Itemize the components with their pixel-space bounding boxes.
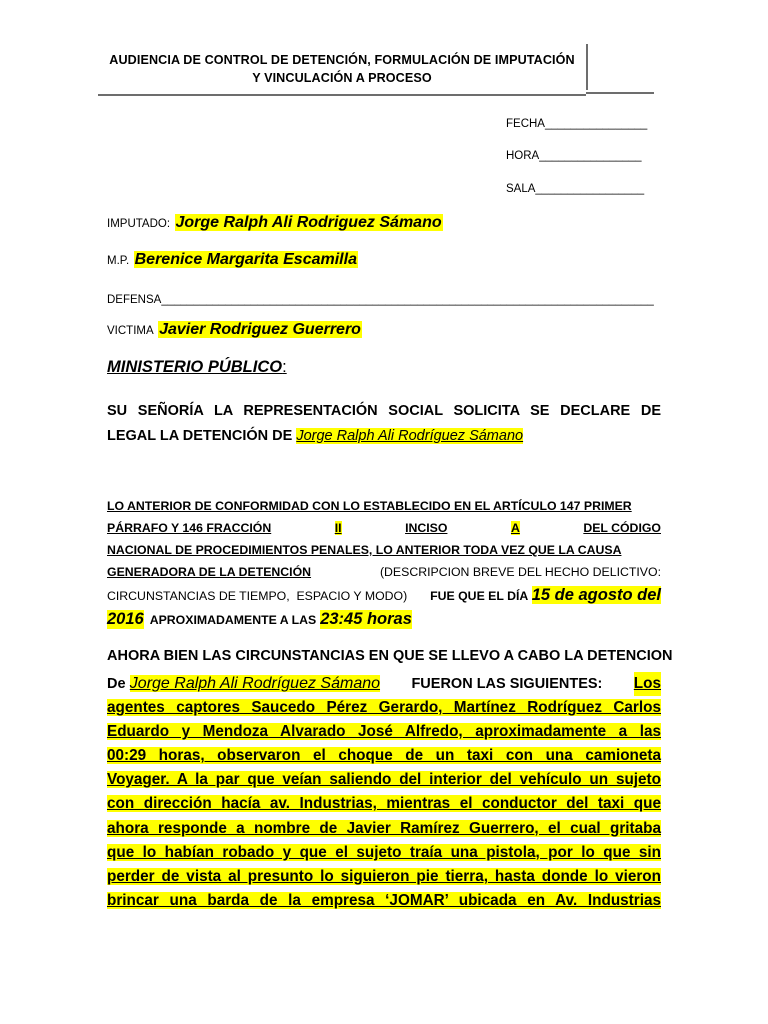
legal-line-2c: INCISO — [405, 521, 448, 535]
narrative-line-1 — [107, 672, 661, 696]
request-paragraph — [107, 399, 661, 449]
fueron-label: FUERON LAS SIGUIENTES: — [411, 676, 603, 692]
document-title-line1: AUDIENCIA DE CONTROL DE DETENCIÓN, FORMULACIÓN DE IMPUTACIÓN — [109, 53, 575, 67]
fecha-field: FECHA________________ — [506, 118, 648, 130]
facts-intro: AHORA BIEN LAS CIRCUNSTANCIAS EN QUE SE LLEVO A CABO LA DETENCION — [107, 648, 673, 664]
ministerio-heading-text: MINISTERIO PÚBLICO — [107, 358, 283, 376]
request-detainee-name: Jorge Ralph Ali Rodríguez Sámano — [296, 428, 524, 444]
narrative-line-7-text: ahora responde a nombre de Javier Ramírez Guerrero, el cual gritaba — [107, 819, 661, 837]
legal-line-6b: APROXIMADAMENTE A LAS — [149, 613, 317, 627]
imputado-value: Jorge Ralph Ali Rodriguez Sámano — [175, 214, 442, 231]
narrative-line-5 — [107, 768, 661, 792]
narrative-line-9 — [107, 865, 661, 889]
header-box — [98, 44, 586, 96]
facts-narrative — [107, 672, 661, 913]
narrative-line-7 — [107, 817, 661, 841]
defensa-label: DEFENSA_____________________________________________________________________________ — [107, 294, 654, 306]
narrative-line-4 — [107, 744, 661, 768]
header-divider — [586, 92, 654, 94]
legal-line-1 — [107, 499, 661, 513]
narrative-line-2 — [107, 696, 661, 720]
ministerio-heading — [107, 358, 287, 377]
document-title-line2: Y VINCULACIÓN A PROCESO — [252, 71, 432, 85]
date-value-part1: 15 de agosto del — [531, 586, 661, 604]
mp-row — [107, 251, 358, 269]
de-label: De — [107, 676, 126, 692]
narrative-line-8 — [107, 841, 661, 865]
time-value: 23:45 horas — [320, 610, 412, 628]
narrative-line-3-text: Eduardo y Mendoza Alvarado José Alfredo, aproximadamente a las — [107, 723, 661, 741]
legal-fraccion-value: II — [334, 521, 342, 535]
narrative-line-8-text: que lo habían robado y que el sujeto traía una pistola, por lo que sin — [107, 843, 661, 861]
narrative-line-2-text: agentes captores Saucedo Pérez Gerardo, Martínez Rodríguez Carlos — [107, 699, 661, 717]
request-text: SU SEÑORÍA LA REPRESENTACIÓN SOCIAL SOLICITA SE DECLARE DE LEGAL LA DETENCIÓN DE — [107, 403, 661, 444]
legal-line-2e: DEL CÓDIGO — [583, 521, 661, 535]
victima-value: Javier Rodriguez Guerrero — [159, 321, 361, 338]
legal-line-3-text: NACIONAL DE PROCEDIMIENTOS PENALES, LO ANTERIOR TODA VEZ QUE LA CAUSA — [107, 543, 622, 557]
hora-field: HORA________________ — [506, 150, 642, 162]
legal-line-4a: GENERADORA DE LA DETENCIÓN — [107, 565, 312, 579]
victima-label: VICTIMA — [107, 325, 154, 337]
legal-line-6 — [107, 610, 661, 629]
narrative-line-4-text: 00:29 horas, observaron el choque de un taxi con una camioneta — [107, 747, 661, 765]
legal-line-1-text: LO ANTERIOR DE CONFORMIDAD CON LO ESTABLECIDO EN EL ARTÍCULO 147 PRIMER — [107, 499, 632, 513]
defensa-row — [107, 290, 654, 308]
narrative-line-9-text: perder de vista al presunto lo siguieron pie tierra, hasta donde lo vieron — [107, 867, 661, 885]
imputado-row — [107, 214, 443, 232]
date-value-part2: 2016 — [107, 610, 144, 628]
narrative-line-6-text: con dirección hacía av. Industrias, mientras el conductor del taxi que — [107, 795, 661, 813]
legal-line-3 — [107, 543, 661, 557]
narrative-line-10 — [107, 889, 661, 913]
narrative-line-6 — [107, 792, 661, 816]
sala-field: SALA_________________ — [506, 183, 645, 195]
legal-line-4b: (DESCRIPCION BREVE DEL HECHO DELICTIVO: — [379, 565, 661, 579]
detainee-name: Jorge Ralph Ali Rodríguez Sámano — [129, 675, 381, 692]
legal-line-2a: PÁRRAFO Y 146 FRACCIÓN — [107, 521, 272, 535]
mp-label: M.P. — [107, 255, 130, 267]
legal-line-5a: CIRCUNSTANCIAS DE TIEMPO, ESPACIO Y MODO) — [107, 589, 408, 603]
narrative-line-5-text: Voyager. A la par que veían saliendo del interior del vehículo un sujeto — [107, 771, 661, 789]
narrative-line-1-end: Los — [634, 672, 661, 696]
imputado-label: IMPUTADO: — [107, 218, 171, 230]
mp-value: Berenice Margarita Escamilla — [134, 251, 357, 268]
victima-row — [107, 321, 362, 339]
narrative-line-3 — [107, 720, 661, 744]
legal-line-5 — [107, 586, 661, 605]
legal-line-5b: FUE QUE EL DÍA — [430, 589, 529, 603]
narrative-line-10-text: brincar una barda de la empresa ‘JOMAR’ ubicada en Av. Industrias — [107, 891, 661, 909]
legal-inciso-value: A — [510, 521, 520, 535]
legal-line-2 — [107, 521, 661, 535]
legal-line-4 — [107, 565, 661, 579]
ministerio-heading-colon: : — [282, 358, 287, 376]
